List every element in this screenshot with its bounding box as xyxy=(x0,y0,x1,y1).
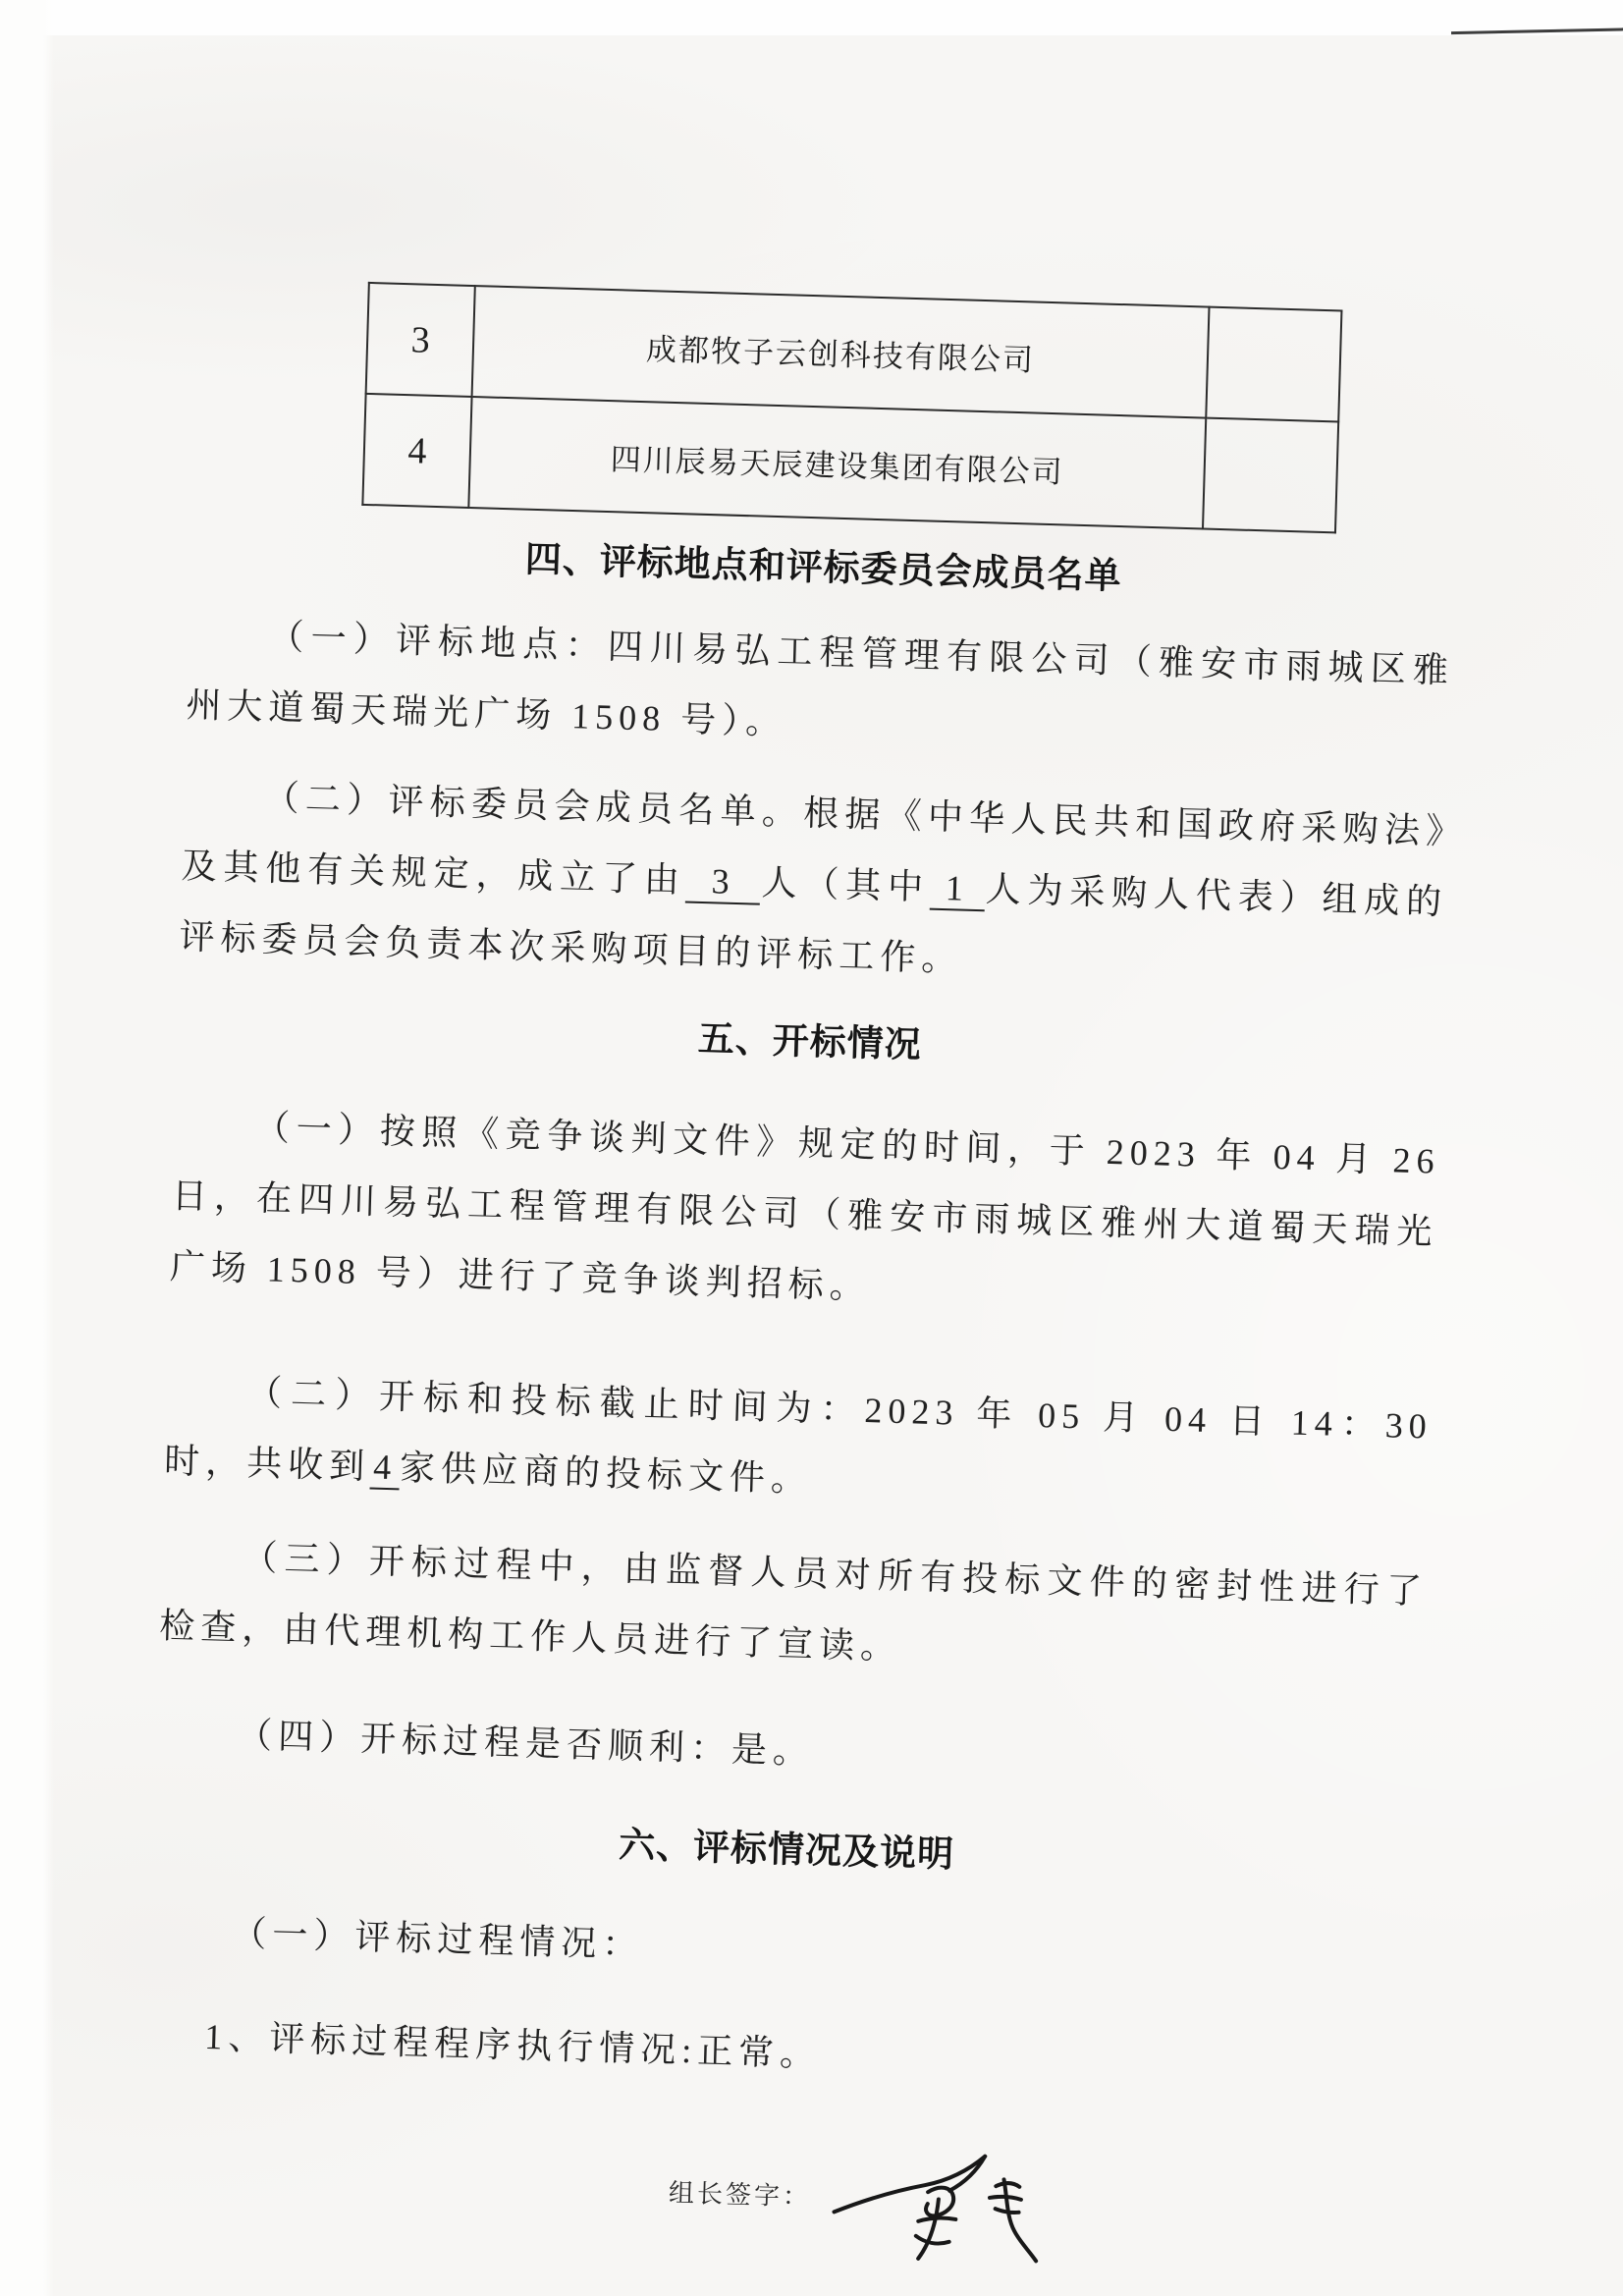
supplier-rank: 3 xyxy=(366,283,475,397)
blank-purchaser-reps: 1 xyxy=(929,868,985,912)
committee-text-part3: 人为采购人代表）组成的评标委员会负责本次采购项目的评标工作。 xyxy=(179,869,1448,979)
blank-total-members: 3 xyxy=(685,861,761,906)
section-six-heading: 六、评标情况及说明 xyxy=(618,1825,955,1876)
deadline-text-part2: 家供应商的投标文件。 xyxy=(399,1448,813,1500)
deadline-text-part1: （二）开标和投标截止时间为：2023 年 05 月 04 日 14：30 时，共收到 xyxy=(163,1372,1434,1487)
committee-text-part1: （二）评标委员会成员名单。根据《中华人民共和国政府采购法》及其他有关规定，成立了由 xyxy=(181,778,1450,901)
para-bid-opening-time: （一）按照《竞争谈判文件》规定的时间，于 2023 年 04 月 26 日，在四川易弘工程管理有限公司（雅安市雨城区雅州大道蜀天瑞光广场 1508 号）进行了竞争谈判招标。 xyxy=(169,1107,1441,1307)
supplier-company: 四川辰易天辰建设集团有限公司 xyxy=(468,397,1206,528)
supplier-remark xyxy=(1203,418,1338,533)
para-committee-members xyxy=(179,760,1451,1009)
signature-label: 组长签字： xyxy=(668,2178,812,2212)
section-four-heading: 四、评标地点和评标委员会成员名单 xyxy=(524,539,1123,598)
supplier-company: 成都牧子云创科技有限公司 xyxy=(472,286,1210,417)
supplier-table xyxy=(361,282,1342,533)
blank-supplier-count: 4 xyxy=(369,1447,400,1490)
supplier-remark xyxy=(1206,307,1341,422)
section-five-heading: 五、开标情况 xyxy=(697,1018,923,1066)
supplier-rank: 4 xyxy=(362,394,471,508)
para-bid-deadline xyxy=(163,1354,1434,1532)
para-seal-inspection: （三）开标过程中，由监督人员对所有投标文件的密封性进行了检查，由代理机构工作人员进行了宣读。 xyxy=(158,1537,1429,1667)
committee-text-part2: 人（其中 xyxy=(760,862,931,907)
para-opening-smooth: （四）开标过程是否顺利：是。 xyxy=(236,1715,815,1772)
para-evaluation-location: （一）评标地点：四川易弘工程管理有限公司（雅安市雨城区雅州大道蜀天瑞光广场 1508 号）。 xyxy=(185,617,1455,742)
para-evaluation-process: （一）评标过程情况： xyxy=(230,1913,644,1965)
para-process-item1: 1、评标过程程序执行情况:正常。 xyxy=(203,2016,822,2074)
leader-signature-row xyxy=(667,2151,1411,2292)
handwritten-signature xyxy=(827,2137,1052,2280)
